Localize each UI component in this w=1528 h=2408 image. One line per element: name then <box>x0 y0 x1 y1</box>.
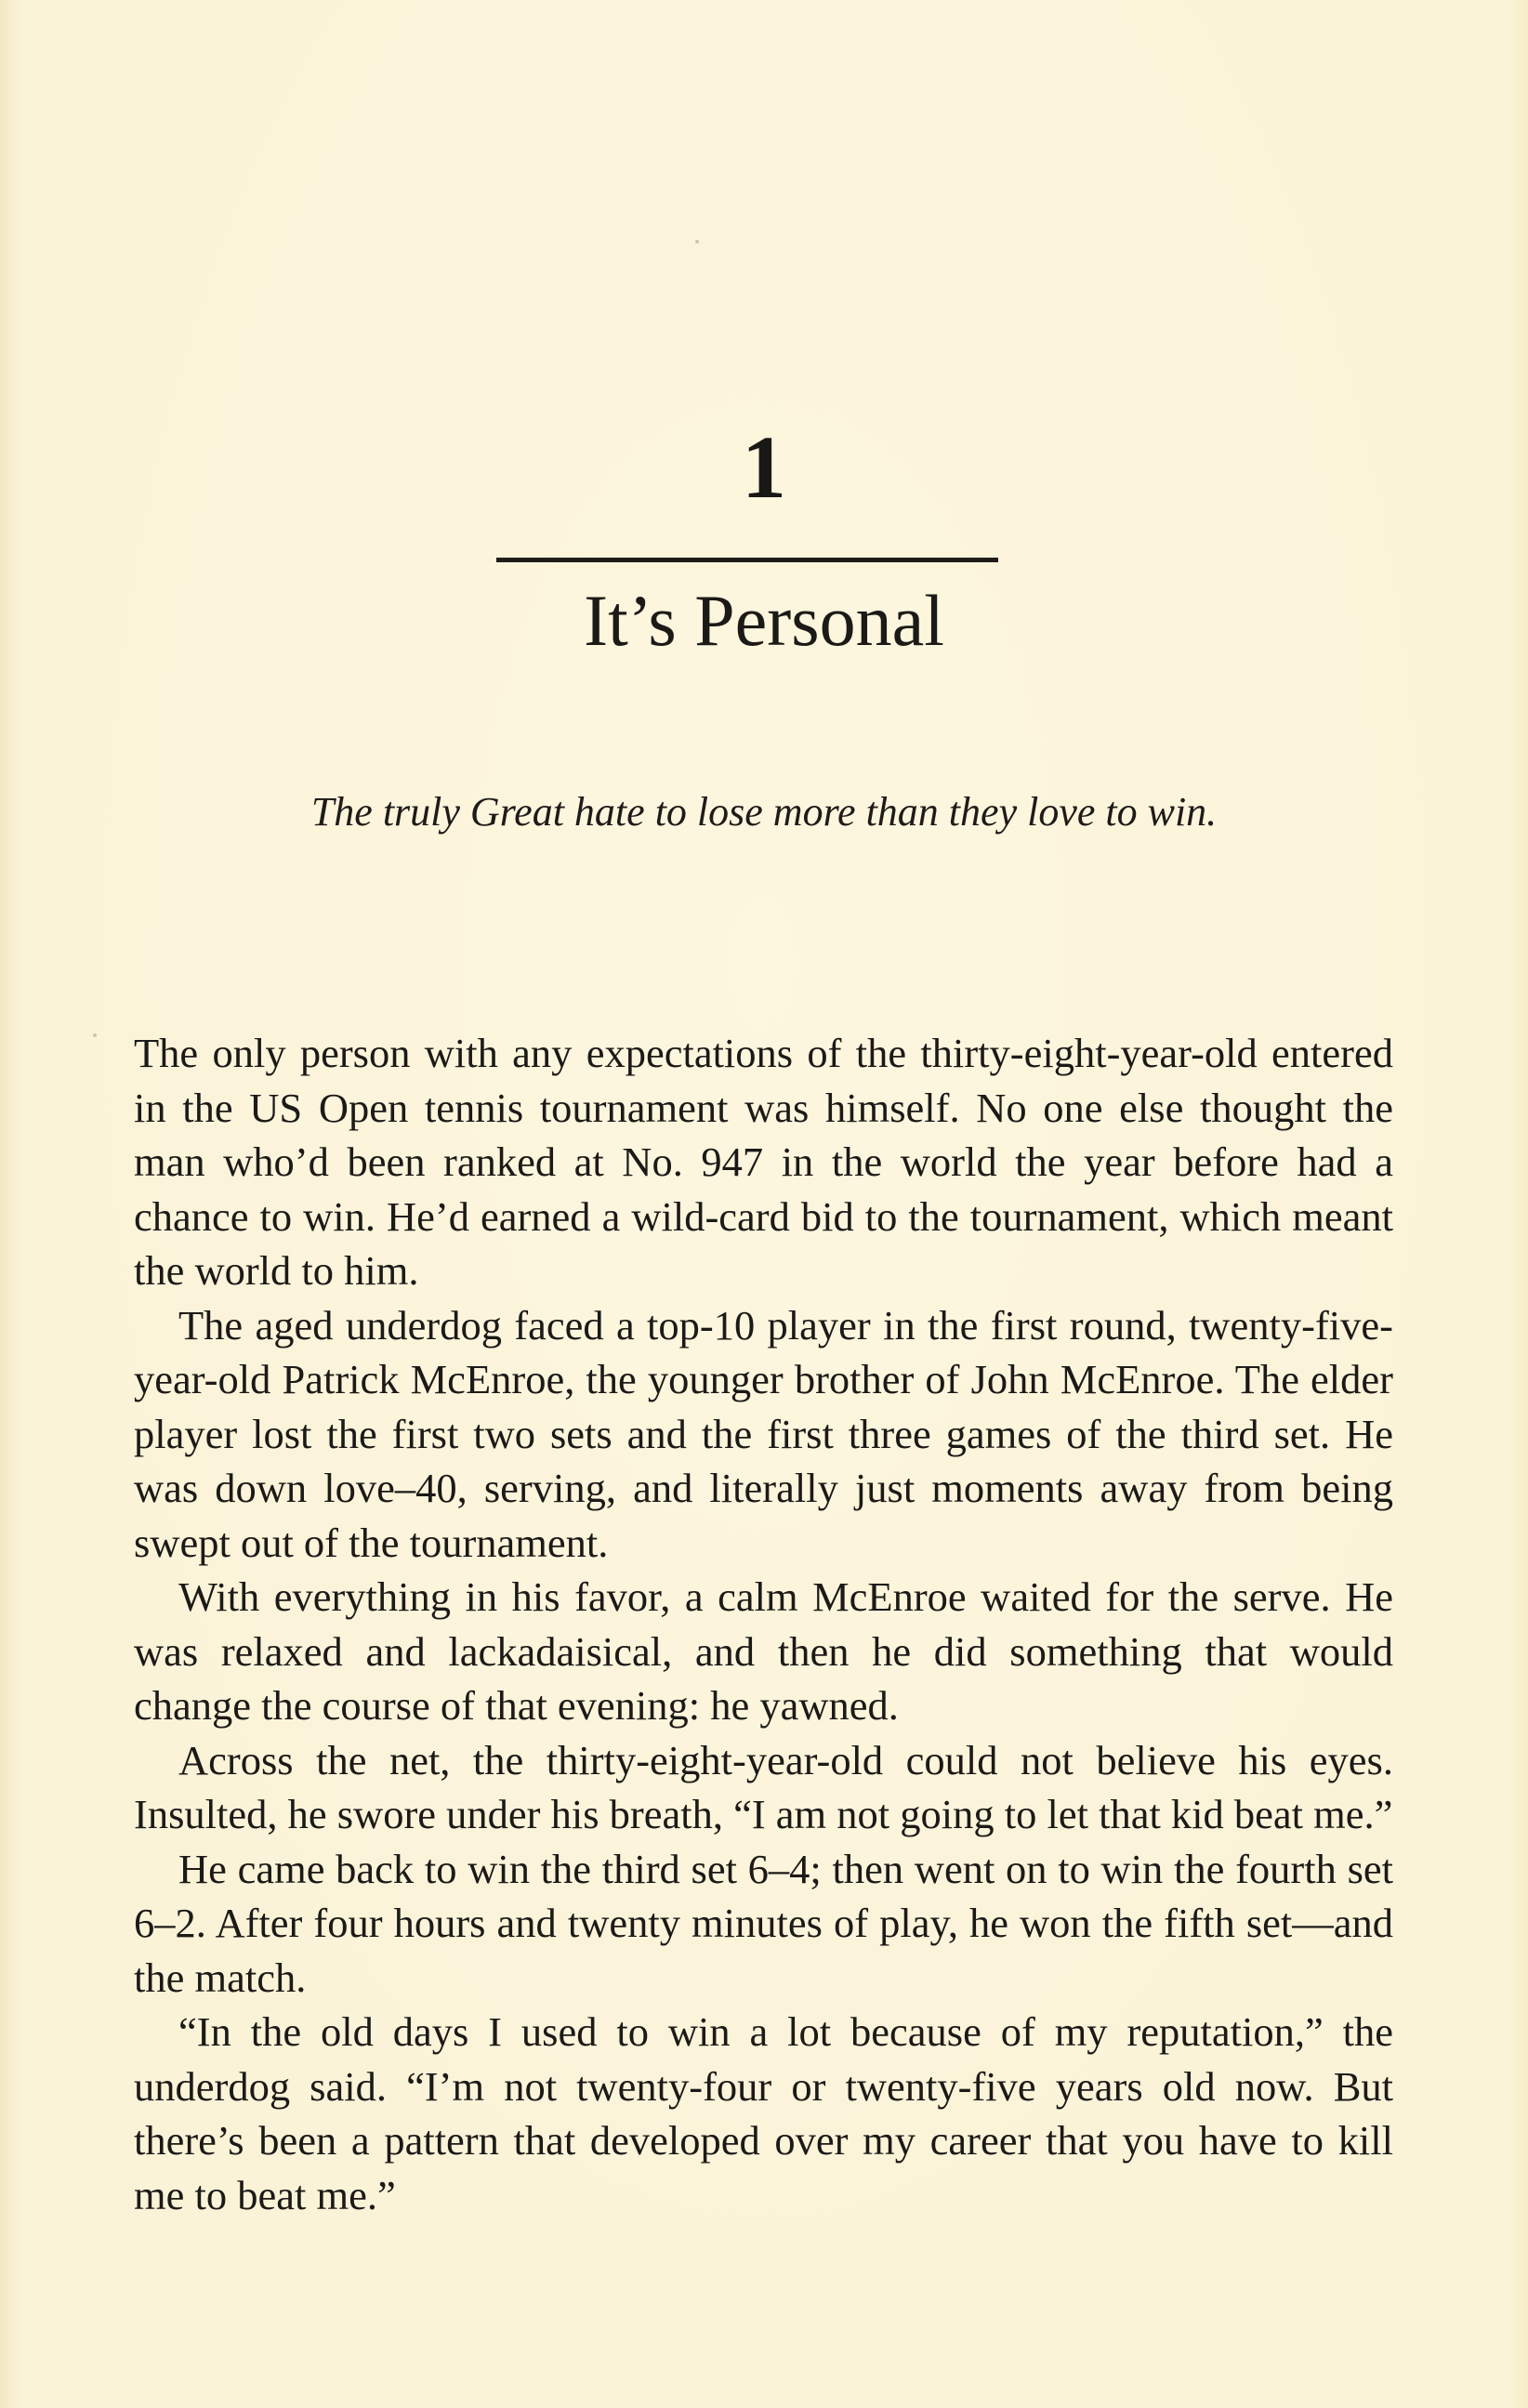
paragraph: “In the old days I used to win a lot because of my reputation,” the underdog said. “I’m not twenty-four or twenty-five years old now. But there’s been a pattern that developed over my career that you have to kill me to beat me.” <box>134 2008 1393 2218</box>
paragraph: He came back to win the third set 6–4; then went on to win the fourth set 6–2. After four hours and twenty minutes of play, he won the fifth set—and the match. <box>134 1845 1393 2001</box>
paper-speck <box>695 240 699 243</box>
paragraph: Across the net, the thirty-eight-year-old could not believe his eyes. Insulted, he swore under his breath, “I am not going to let that kid beat me.” <box>134 1736 1393 1837</box>
chapter-title: It’s Personal <box>584 580 944 661</box>
paragraph: With everything in his favor, a calm McEnroe waited for the serve. He was relaxed and lackadaisical, and then he did something that would change the course of that evening: he yawned. <box>134 1573 1393 1729</box>
chapter-divider <box>496 558 998 562</box>
paper-speck <box>93 1033 97 1037</box>
chapter-number: 1 <box>742 417 786 517</box>
body-text <box>134 1026 1393 2222</box>
paragraph: The only person with any expectations of the thirty-eight-year-old entered in the US Open tennis tournament was himself. No one else thought the man who’d been ranked at No. 947 in the world the year before had a chance to win. He’d earned a wild-card bid to the tournament, which meant the world to him. <box>134 1030 1393 1294</box>
epigraph: The truly Great hate to lose more than they love to win. <box>310 789 1218 835</box>
paragraph: The aged underdog faced a top-10 player in the first round, twenty-five-year-old Patrick McEnroe, the younger brother of John McEnroe. The elder player lost the first two sets and the first three games of the third set. He was down love–40, serving, and literally just moments away from being swept out of the tournament. <box>134 1301 1393 1566</box>
